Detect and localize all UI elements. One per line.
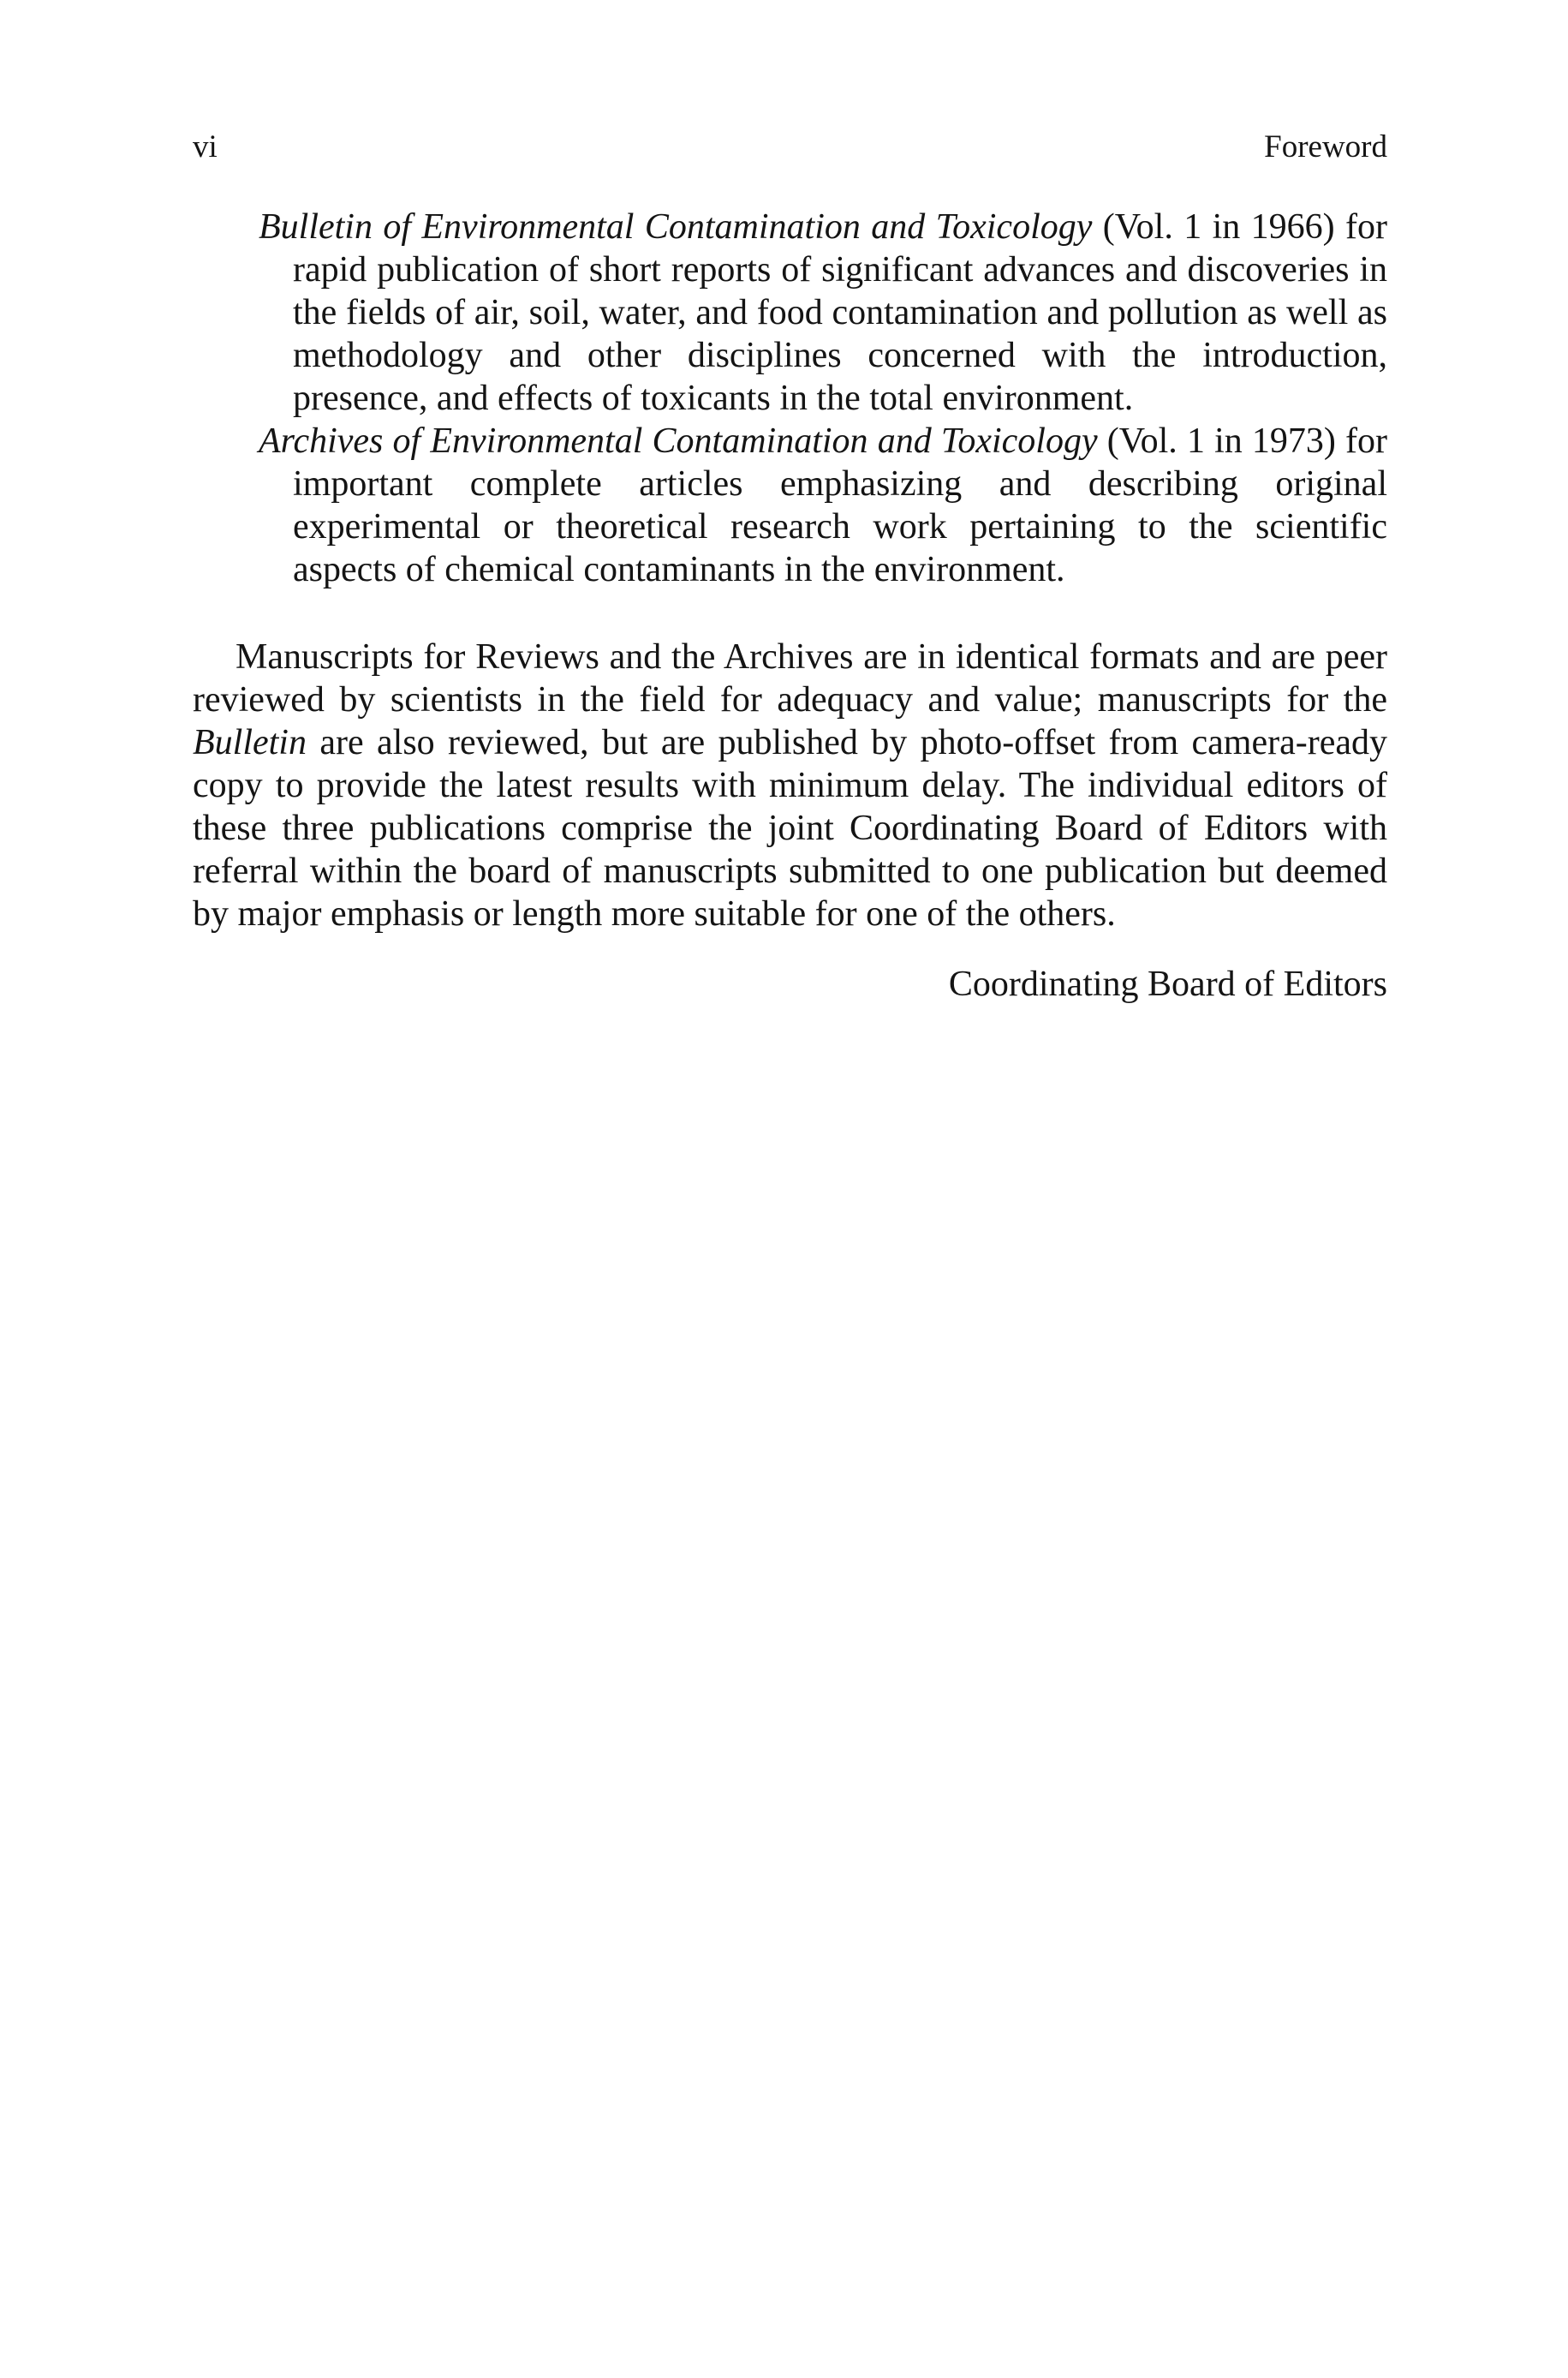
journal-entry-archives (259, 420, 1387, 591)
page-number: vi (193, 129, 218, 164)
body-text-part2: are also reviewed, but are published by photo-offset from camera-ready copy to provide the latest results with minimum delay. The individual editors of these three publications comprise the joint Coordinating Board of Editors with referral within the board of manuscripts submitted to one publication but deemed by major emphasis or length more suitable for one of the others. (193, 723, 1387, 934)
journal-description: (Vol. 1 in 1973) for important complete articles emphasizing and describing original experimental or theoretical research work pertaining to the scientific aspects of chemical contaminants in the environment. (293, 421, 1387, 589)
journal-title: Bulletin of Environmental Contamination and Toxicology (259, 207, 1093, 247)
journal-entry-bulletin (259, 206, 1387, 420)
journal-list (259, 206, 1387, 591)
journal-description: (Vol. 1 in 1966) for rapid publication of short reports of significant advances and discoveries in the fields of air, soil, water, and food contamination and pollution as well as methodology and other disciplines concerned with the introduction, presence, and effects of toxicants in the total environment. (293, 207, 1387, 418)
body-text-part1: Manuscripts for Reviews and the Archives are in identical formats and are peer reviewed by scientists in the field for adequacy and value; manuscripts for the (193, 637, 1387, 720)
section-title: Foreword (1264, 129, 1387, 164)
signature: Coordinating Board of Editors (948, 965, 1387, 1004)
body-paragraph (193, 636, 1387, 935)
document-page (193, 0, 1387, 2378)
body-text-italic: Bulletin (193, 723, 307, 762)
running-head (193, 128, 1387, 166)
journal-title: Archives of Environmental Contamination and Toxicology (259, 421, 1098, 461)
